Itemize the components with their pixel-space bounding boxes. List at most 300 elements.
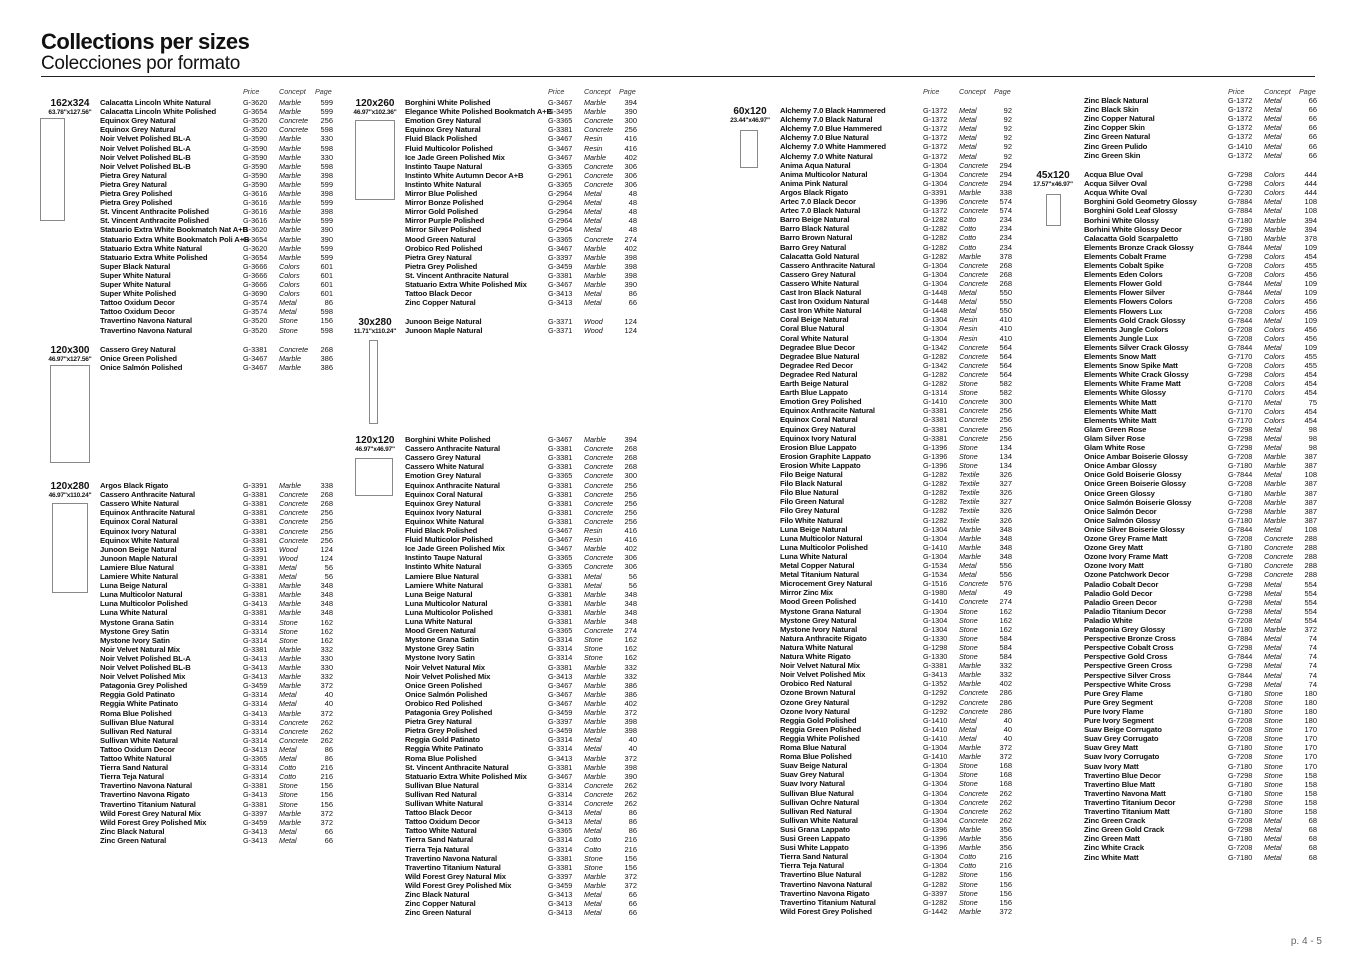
concept: Stone — [279, 617, 298, 627]
page-ref: 372 — [624, 708, 637, 717]
page-ref: 40 — [324, 699, 333, 709]
product-name: Elements White Matt — [1084, 397, 1157, 407]
price-code: G-1304 — [923, 278, 948, 288]
page-ref: 68 — [1308, 834, 1317, 844]
product-name: Super Black Natural — [100, 261, 171, 271]
product-name: Wild Forest Grey Polished Mix — [100, 817, 207, 827]
page-ref: 454 — [1304, 251, 1317, 261]
product-name: Artec 7.0 Black Natural — [780, 206, 861, 216]
product-name: Borghini Gold Leaf Glossy — [1084, 206, 1178, 216]
concept: Metal — [1264, 288, 1282, 298]
size-label — [720, 106, 780, 125]
price-code: G-3459 — [548, 708, 573, 717]
product-name: Pietra Grey Natural — [100, 179, 167, 189]
page-ref: 386 — [320, 354, 333, 364]
price-code: G-7170 — [1228, 388, 1253, 398]
price-code: G-3381 — [548, 516, 573, 526]
price-code: G-3314 — [548, 799, 573, 808]
concept: Marble — [279, 234, 301, 244]
concept: Metal — [1264, 141, 1282, 151]
page-ref: 156 — [320, 790, 333, 800]
price-code: G-3397 — [548, 871, 573, 881]
price-code: G-3654 — [243, 107, 268, 117]
product-name: Equinox Coral Natural — [780, 415, 858, 425]
concept: Marble — [279, 179, 301, 189]
concept: Stone — [959, 388, 978, 398]
page-ref: 124 — [320, 544, 333, 554]
page-ref: 582 — [999, 379, 1012, 388]
concept: Concrete — [584, 170, 614, 180]
concept: Cotto — [959, 861, 977, 871]
concept: Concrete — [279, 499, 309, 509]
product-name: Perspective White Cross — [1084, 679, 1171, 689]
price-code: G-7180 — [1228, 788, 1253, 798]
product-name: Pure Ivory Segment — [1084, 716, 1154, 725]
page-ref: 394 — [624, 98, 637, 107]
price-code: G-3381 — [548, 507, 573, 517]
page-ref: 268 — [999, 269, 1012, 279]
page-ref: 576 — [999, 579, 1012, 589]
concept: Colors — [1264, 188, 1285, 198]
page-ref: 268 — [320, 345, 333, 354]
product-name: Suav Grey Corrugato — [1084, 734, 1159, 744]
price-code: G-3365 — [548, 626, 573, 636]
page-ref: 92 — [1003, 151, 1012, 161]
size-format: 45x120 — [1036, 170, 1070, 181]
price-code: G-3391 — [243, 481, 268, 490]
product-name: Ozone Patchwork Decor — [1084, 570, 1170, 580]
price-code: G-3413 — [548, 808, 573, 818]
concept: Metal — [959, 561, 977, 570]
concept: Marble — [959, 251, 981, 261]
concept: Textile — [959, 515, 980, 525]
page-ref: 372 — [999, 906, 1012, 916]
page-ref: 601 — [320, 261, 333, 271]
price-code: G-3365 — [548, 116, 573, 126]
product-name: Equinox Ivory Natural — [405, 507, 482, 517]
price-code: G-1282 — [923, 242, 948, 252]
page-ref: 294 — [999, 160, 1012, 170]
page-ref: 66 — [628, 908, 637, 918]
price-code: G-7208 — [1228, 297, 1253, 307]
price-code: G-1372 — [923, 151, 948, 161]
price-code: G-1372 — [923, 124, 948, 134]
concept: Metal — [1264, 470, 1282, 480]
concept: Concrete — [279, 535, 309, 545]
concept: Metal — [279, 826, 297, 836]
page-ref: 124 — [624, 317, 637, 326]
price-code: G-7208 — [1228, 716, 1253, 725]
product-name: Orobico Red Natural — [780, 679, 852, 689]
page-ref: 109 — [1304, 342, 1317, 352]
page-ref: 410 — [999, 324, 1012, 334]
concept: Marble — [584, 771, 606, 781]
concept: Marble — [959, 906, 981, 916]
product-name: Luna White Natural — [100, 608, 168, 618]
price-code: G-1330 — [923, 652, 948, 661]
page-ref: 455 — [1304, 261, 1317, 270]
page-ref: 306 — [624, 161, 637, 171]
product-name: Cassero Anthracite Natural — [100, 490, 195, 500]
concept: Metal — [1264, 197, 1282, 207]
size-format: 120x300 — [50, 345, 90, 356]
product-name: Travertino Navona Rigato — [100, 790, 190, 800]
price-code: G-1372 — [1228, 105, 1253, 115]
price-code: G-1304 — [923, 743, 948, 752]
product-name: Luna White Natural — [405, 617, 473, 626]
product-name: Pure Grey Flame — [1084, 688, 1143, 698]
price-code: G-1980 — [923, 588, 948, 598]
page-ref: 108 — [1304, 470, 1317, 480]
product-name: Elements Jungle Colors — [1084, 324, 1169, 334]
concept: Marble — [584, 762, 606, 772]
tile-format-icon — [355, 458, 393, 496]
product-name: Tattoo Oxidum Decor — [100, 744, 175, 754]
page-ref: 268 — [320, 499, 333, 509]
concept: Metal — [959, 588, 977, 598]
concept: Metal — [1264, 634, 1282, 644]
price-code: G-1410 — [923, 752, 948, 762]
size-format: 120x260 — [355, 98, 395, 109]
price-code: G-1292 — [923, 706, 948, 716]
product-name: Cassero Anthracite Natural — [780, 260, 875, 270]
page-ref: 372 — [624, 871, 637, 881]
concept: Metal — [584, 189, 602, 198]
price-code: G-1448 — [923, 297, 948, 307]
page-ref: 156 — [320, 781, 333, 791]
product-name: Alchemy 7.0 Blue Natural — [780, 133, 869, 143]
page-ref: 156 — [624, 853, 637, 863]
product-name: Reggia Gold Polished — [780, 715, 857, 725]
product-name: Lamiere White Natural — [405, 580, 484, 590]
page-ref: 601 — [320, 289, 333, 299]
page-ref: 74 — [1308, 634, 1317, 644]
product-name: Cassero Anthracite Natural — [405, 444, 500, 454]
product-name: Perspective Bronze Cross — [1084, 634, 1176, 644]
price-code: G-3381 — [243, 345, 268, 354]
product-name: Wild Forest Grey Polished — [780, 906, 872, 916]
price-code: G-1372 — [923, 206, 948, 216]
page-ref: 66 — [1308, 150, 1317, 160]
price-code: G-7230 — [1228, 188, 1253, 198]
price-code: G-3413 — [243, 744, 268, 754]
concept: Concrete — [959, 197, 989, 206]
price-code: G-7298 — [1228, 579, 1253, 589]
price-code: G-7208 — [1228, 270, 1253, 280]
product-name: Mood Green Natural — [405, 626, 476, 636]
product-name: Perspective Green Cross — [1084, 661, 1172, 671]
price-code: G-1282 — [923, 879, 948, 889]
concept: Metal — [584, 808, 602, 818]
concept: Concrete — [959, 342, 989, 352]
product-name: St. Vincent Anthracite Polished — [100, 216, 209, 226]
concept: Marble — [279, 608, 301, 618]
price-code: G-1410 — [923, 397, 948, 407]
price-code: G-3381 — [548, 444, 573, 454]
price-code: G-7180 — [1228, 688, 1253, 698]
concept: Marble — [279, 161, 301, 171]
page-ref: 66 — [628, 890, 637, 899]
price-code: G-1314 — [923, 388, 948, 398]
price-code: G-1396 — [923, 834, 948, 843]
page-ref: 68 — [1308, 852, 1317, 862]
price-code: G-3590 — [243, 143, 268, 153]
concept: Marble — [1264, 625, 1286, 634]
product-name: St. Vincent Anthracite Polished — [100, 207, 209, 217]
page-ref: 48 — [628, 198, 637, 208]
concept: Concrete — [959, 433, 989, 443]
price-code: G-7884 — [1228, 197, 1253, 207]
concept: Marble — [279, 672, 301, 682]
product-name: Equinox Coral Natural — [405, 489, 483, 499]
concept: Concrete — [959, 688, 989, 698]
size-format: 60x120 — [733, 106, 767, 117]
concept: Metal — [1264, 679, 1282, 689]
product-name: Super White Natural — [100, 270, 171, 280]
concept: Marble — [279, 817, 301, 827]
page-ref: 256 — [624, 507, 637, 517]
page-ref: 394 — [1304, 215, 1317, 225]
page-ref: 262 — [624, 780, 637, 790]
product-name: Tierra Teja Natural — [100, 772, 164, 782]
price-code: G-3381 — [243, 490, 268, 500]
page-ref: 158 — [1304, 797, 1317, 807]
concept: Metal — [584, 580, 602, 590]
page-ref: 387 — [1304, 461, 1317, 471]
price-code: G-3391 — [243, 544, 268, 554]
concept: Concrete — [279, 508, 309, 518]
page-ref: 170 — [1304, 743, 1317, 753]
page-ref: 348 — [320, 590, 333, 600]
product-name: Mystone Grana Satin — [100, 617, 174, 627]
page-ref: 56 — [628, 571, 637, 581]
page-ref: 286 — [999, 697, 1012, 707]
page-ref: 386 — [624, 689, 637, 699]
price-code: G-1292 — [923, 697, 948, 707]
concept: Marble — [279, 216, 301, 226]
product-name: Cassero Grey Natural — [100, 345, 176, 354]
product-name: Metal Copper Natural — [780, 561, 855, 570]
price-code: G-7180 — [1228, 852, 1253, 862]
page-ref: 256 — [624, 516, 637, 526]
concept: Concrete — [584, 234, 614, 244]
concept: Colors — [1264, 388, 1285, 398]
product-name: Zinc Black Skin — [1084, 105, 1139, 115]
size-label — [40, 345, 100, 364]
concept: Stone — [1264, 797, 1283, 807]
concept: Concrete — [959, 815, 989, 825]
page-ref: 378 — [999, 251, 1012, 261]
concept: Concrete — [1264, 543, 1294, 553]
product-name: Travertino Titanium Natural — [405, 862, 501, 872]
page-ref: 599 — [320, 243, 333, 253]
product-name: Paladio Cobalt Decor — [1084, 579, 1159, 589]
concept: Stone — [1264, 743, 1283, 753]
header-price: Price — [548, 87, 565, 96]
page-ref: 170 — [1304, 725, 1317, 735]
page-ref: 372 — [624, 880, 637, 890]
concept: Concrete — [584, 462, 614, 472]
concept: Stone — [959, 606, 978, 616]
product-name: Paladio Green Decor — [1084, 597, 1157, 607]
product-name: Wild Forest Grey Natural Mix — [405, 871, 506, 881]
price-code: G-3314 — [243, 735, 268, 745]
page-ref: 75 — [1308, 397, 1317, 407]
concept: Cotto — [959, 852, 977, 862]
concept: Stone — [959, 451, 978, 461]
concept: Stone — [959, 888, 978, 898]
product-name: Mirror Zinc Mix — [780, 588, 833, 598]
price-code: G-7844 — [1228, 288, 1253, 298]
product-name: Elements Snow Spike Matt — [1084, 361, 1178, 371]
price-code: G-7298 — [1228, 679, 1253, 689]
page-ref: 162 — [999, 615, 1012, 625]
product-name: Onice Ambar Boiserie Glossy — [1084, 452, 1188, 462]
concept: Marble — [279, 644, 301, 654]
concept: Metal — [959, 115, 977, 125]
price-code: G-7208 — [1228, 534, 1253, 543]
product-name: Equinox White Natural — [100, 535, 179, 545]
price-code: G-7180 — [1228, 233, 1253, 243]
concept: Metal — [959, 142, 977, 152]
page-ref: 398 — [624, 261, 637, 271]
concept: Metal — [1264, 123, 1282, 133]
price-code: G-1304 — [923, 797, 948, 807]
concept: Stone — [1264, 788, 1283, 798]
page-ref: 262 — [320, 717, 333, 727]
page-ref: 56 — [628, 580, 637, 590]
price-code: G-3459 — [243, 817, 268, 827]
product-name: Noir Velvet Polished BL-A — [100, 134, 191, 144]
page-ref: 372 — [320, 808, 333, 818]
page-ref: 601 — [320, 270, 333, 280]
page-title: Collections per sizes — [41, 29, 250, 54]
price-code: G-3574 — [243, 298, 268, 308]
concept: Marble — [1264, 452, 1286, 462]
page-ref: 402 — [999, 679, 1012, 689]
page-ref: 386 — [320, 363, 333, 373]
page-ref: 564 — [999, 351, 1012, 361]
page-ref: 444 — [1304, 179, 1317, 189]
page-ref: 416 — [624, 526, 637, 535]
tile-format-icon — [52, 503, 88, 593]
page-ref: 294 — [999, 178, 1012, 188]
price-code: G-3381 — [243, 581, 268, 591]
price-code: G-3391 — [923, 187, 948, 197]
page-ref: 456 — [1304, 297, 1317, 307]
product-name: Onice Salmón Decor — [1084, 506, 1157, 516]
concept: Metal — [1264, 615, 1282, 625]
price-code: G-3397 — [548, 252, 573, 262]
product-name: Elements White Crack Glossy — [1084, 370, 1189, 380]
price-code: G-3413 — [243, 835, 268, 845]
product-name: Equinox Grey Natural — [405, 125, 481, 135]
size-inches: 46.97"x46.97" — [355, 446, 395, 453]
concept: Marble — [279, 708, 301, 718]
page-ref: 398 — [320, 189, 333, 198]
concept: Concrete — [959, 424, 989, 434]
concept: Concrete — [959, 806, 989, 816]
product-name: Degradee Red Decor — [780, 360, 853, 370]
page-ref: 372 — [999, 743, 1012, 752]
concept: Concrete — [959, 797, 989, 807]
product-name: Argos Black Rigato — [100, 481, 169, 490]
product-name: Equinox Grey Natural — [100, 125, 176, 135]
page-ref: 262 — [320, 726, 333, 736]
page-ref: 390 — [624, 771, 637, 781]
concept: Concrete — [959, 178, 989, 188]
price-code: G-1282 — [923, 233, 948, 243]
price-code: G-1372 — [923, 115, 948, 125]
page-ref: 402 — [624, 243, 637, 253]
concept: Stone — [279, 316, 298, 326]
product-name: Alchemy 7.0 Black Natural — [780, 115, 873, 125]
concept: Concrete — [584, 789, 614, 799]
price-code: G-3381 — [548, 598, 573, 608]
price-code: G-3467 — [548, 526, 573, 535]
product-name: Pure Grey Segment — [1084, 697, 1153, 707]
page-ref: 66 — [1308, 141, 1317, 151]
page-ref: 554 — [1304, 606, 1317, 616]
concept: Marble — [584, 662, 606, 672]
page-ref: 86 — [628, 808, 637, 818]
concept: Stone — [279, 635, 298, 645]
price-code: G-3654 — [243, 234, 268, 244]
concept: Resin — [584, 143, 603, 153]
concept: Metal — [1264, 843, 1282, 853]
product-name: Ozone Ivory Matt — [1084, 561, 1144, 571]
page-ref: 156 — [999, 870, 1012, 880]
header-concept: Concept — [959, 87, 986, 96]
page-ref: 256 — [999, 415, 1012, 425]
size-label — [345, 98, 405, 117]
price-code: G-1396 — [923, 197, 948, 206]
page-ref: 180 — [1304, 706, 1317, 716]
product-name: Emotion Grey Natural — [405, 116, 482, 126]
price-code: G-3616 — [243, 198, 268, 208]
concept: Metal — [1264, 588, 1282, 598]
concept: Marble — [584, 589, 606, 599]
price-code: G-7208 — [1228, 552, 1253, 562]
price-code: G-3314 — [548, 653, 573, 663]
concept: Concrete — [584, 453, 614, 463]
page-ref: 86 — [324, 754, 333, 763]
size-format: 120x120 — [355, 435, 395, 446]
page-ref: 455 — [1304, 352, 1317, 361]
page-ref: 92 — [1003, 115, 1012, 125]
concept: Metal — [1264, 279, 1282, 289]
price-code: G-3381 — [548, 571, 573, 581]
price-code: G-3314 — [243, 617, 268, 627]
page-ref: 348 — [624, 589, 637, 599]
price-code: G-3590 — [243, 179, 268, 189]
product-name: Equinox Coral Natural — [100, 517, 178, 527]
price-code: G-3467 — [548, 689, 573, 699]
product-name: Mystone Grana Natural — [780, 606, 862, 616]
page-ref: 574 — [999, 206, 1012, 216]
concept: Metal — [1264, 105, 1282, 115]
page-ref: 398 — [320, 207, 333, 217]
product-name: Roma Blue Polished — [100, 708, 172, 718]
concept: Concrete — [959, 788, 989, 798]
price-code: G-3381 — [548, 580, 573, 590]
price-code: G-3413 — [243, 663, 268, 672]
page-ref: 554 — [1304, 597, 1317, 607]
size-label — [40, 98, 100, 117]
product-name: Mirror Blue Polished — [405, 189, 478, 198]
page-ref: 372 — [320, 708, 333, 718]
page-ref: 68 — [1308, 825, 1317, 835]
